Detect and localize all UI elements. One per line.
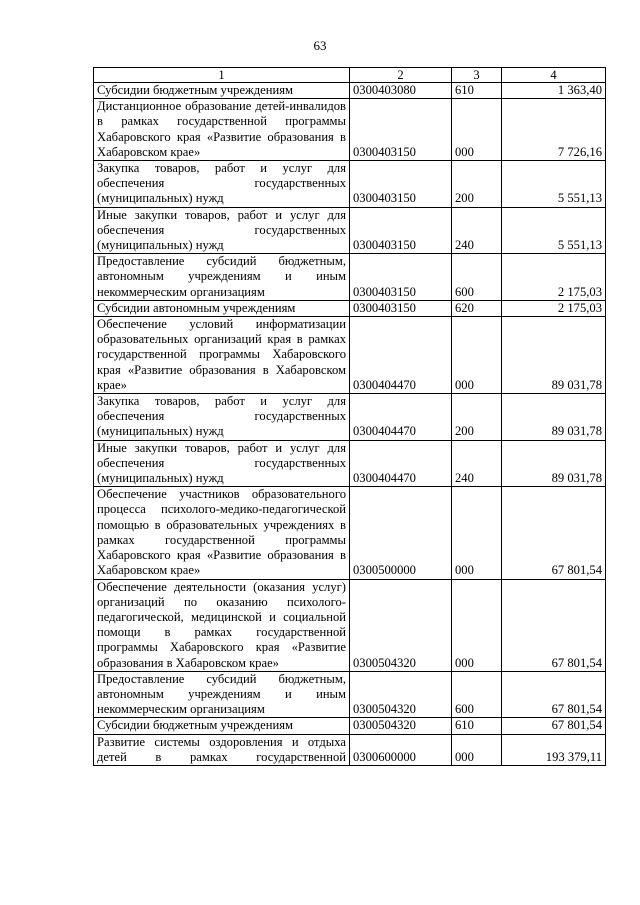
row-amount: 2 175,03 [502, 254, 606, 301]
table-header-row [94, 68, 606, 83]
table-row [94, 440, 606, 487]
row-expense-type: 240 [452, 207, 502, 254]
row-amount: 89 031,78 [502, 317, 606, 394]
row-expense-type: 000 [452, 99, 502, 161]
row-target-code: 0300404470 [350, 317, 452, 394]
row-target-code: 0300403150 [350, 207, 452, 254]
row-description: Обеспечение условий информатизации образовательных организаций края в рамках государственной программы Хабаровского края «Развитие образования в Хабаровском крае» [94, 317, 350, 394]
table-row [94, 671, 606, 718]
page-number: 63 [313, 38, 327, 53]
row-target-code: 0300600000 [350, 734, 452, 765]
row-description: Закупка товаров, работ и услуг для обеспечения государственных (муниципальных) нужд [94, 394, 350, 441]
row-expense-type: 610 [452, 83, 502, 99]
row-description: Предоставление субсидий бюджетным, автономным учреждениям и иным некоммерческим организациям [94, 671, 350, 718]
row-description: Предоставление субсидий бюджетным, автономным учреждениям и иным некоммерческим организациям [94, 254, 350, 301]
header-col-4: 4 [502, 68, 606, 83]
table-row [94, 718, 606, 734]
row-expense-type: 240 [452, 440, 502, 487]
header-col-2: 2 [350, 68, 452, 83]
row-target-code: 0300403150 [350, 254, 452, 301]
table-row [94, 579, 606, 671]
row-amount: 5 551,13 [502, 207, 606, 254]
row-expense-type: 000 [452, 579, 502, 671]
row-expense-type: 200 [452, 394, 502, 441]
row-description: Дистанционное образование детей-инвалидов в рамках государственной программы Хабаровского края «Развитие образования в Хабаровском крае» [94, 99, 350, 161]
table-row [94, 300, 606, 316]
table-row [94, 254, 606, 301]
table-row [94, 207, 606, 254]
row-target-code: 0300403150 [350, 161, 452, 208]
row-amount: 67 801,54 [502, 718, 606, 734]
row-amount: 5 551,13 [502, 161, 606, 208]
row-description: Субсидии бюджетным учреждениям [94, 83, 350, 99]
row-target-code: 0300404470 [350, 394, 452, 441]
row-amount: 2 175,03 [502, 300, 606, 316]
row-description: Иные закупки товаров, работ и услуг для обеспечения государственных (муниципальных) нужд [94, 207, 350, 254]
row-target-code: 0300504320 [350, 718, 452, 734]
budget-table [93, 67, 606, 766]
row-amount: 67 801,54 [502, 579, 606, 671]
row-target-code: 0300404470 [350, 440, 452, 487]
row-target-code: 0300403080 [350, 83, 452, 99]
row-expense-type: 000 [452, 734, 502, 765]
row-target-code: 0300500000 [350, 487, 452, 579]
row-target-code: 0300504320 [350, 671, 452, 718]
row-amount: 67 801,54 [502, 671, 606, 718]
row-description: Субсидии бюджетным учреждениям [94, 718, 350, 734]
row-expense-type: 600 [452, 254, 502, 301]
row-amount: 89 031,78 [502, 394, 606, 441]
header-col-3: 3 [452, 68, 502, 83]
row-description: Закупка товаров, работ и услуг для обеспечения государственных (муниципальных) нужд [94, 161, 350, 208]
row-description: Обеспечение деятельности (оказания услуг) организаций по оказанию психолого-педагогической, медицинской и социальной помощи в рамках государственной программы Хабаровского края «Развитие образования в Хабаровском крае» [94, 579, 350, 671]
row-amount: 1 363,40 [502, 83, 606, 99]
row-target-code: 0300403150 [350, 300, 452, 316]
row-description: Субсидии автономным учреждениям [94, 300, 350, 316]
table-row [94, 317, 606, 394]
row-expense-type: 000 [452, 487, 502, 579]
row-amount: 67 801,54 [502, 487, 606, 579]
row-target-code: 0300504320 [350, 579, 452, 671]
row-expense-type: 610 [452, 718, 502, 734]
row-description: Иные закупки товаров, работ и услуг для обеспечения государственных (муниципальных) нужд [94, 440, 350, 487]
row-expense-type: 600 [452, 671, 502, 718]
table-row [94, 734, 606, 765]
row-expense-type: 620 [452, 300, 502, 316]
row-expense-type: 000 [452, 317, 502, 394]
table-row [94, 83, 606, 99]
table-body [94, 83, 606, 766]
table-row [94, 99, 606, 161]
table-row [94, 394, 606, 441]
row-expense-type: 200 [452, 161, 502, 208]
table-row [94, 161, 606, 208]
header-col-1: 1 [94, 68, 350, 83]
row-target-code: 0300403150 [350, 99, 452, 161]
row-description: Развитие системы оздоровления и отдыха детей в рамках государственной [94, 734, 350, 765]
row-amount: 193 379,11 [502, 734, 606, 765]
row-amount: 7 726,16 [502, 99, 606, 161]
row-description: Обеспечение участников образовательного процесса психолого-медико-педагогической помощью в образовательных учреждениях в рамках государственной программы Хабаровского края «Развитие образования в Хабаровском крае» [94, 487, 350, 579]
row-amount: 89 031,78 [502, 440, 606, 487]
table-row [94, 487, 606, 579]
